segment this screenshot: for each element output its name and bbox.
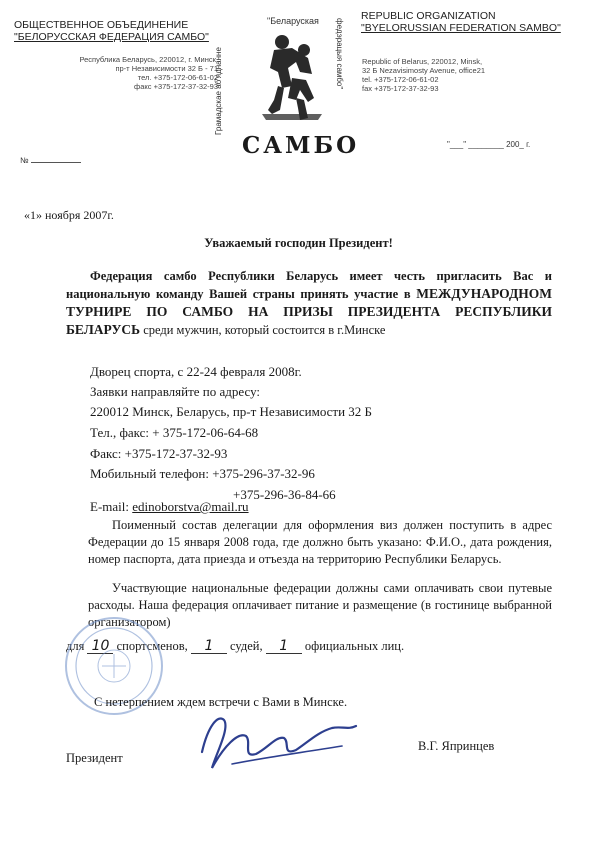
- visa-paragraph: Поименный состав делегации для оформления виз должен поступить в адрес Федерации до 15 января 2008 года, где должно быть указано: Ф.И.О., дата рождения, номер паспорта, дата приезда и отъезда на территорию Республики Беларусь.: [88, 518, 552, 566]
- signer-title: Президент: [66, 751, 123, 765]
- athletes-count: 10: [87, 639, 113, 654]
- org-name-ru-line1: ОБЩЕСТВЕННОЕ ОБЪЕДИНЕНИЕ: [14, 19, 189, 31]
- letter-date: «1» ноября 2007г.: [24, 208, 114, 222]
- emblem-right-vertical: федэрацыя самбо": [335, 18, 344, 90]
- invitation-text: Федерация самбо Республики Беларусь имеет честь пригласить Вас и национальную команду Вашей страны принять участие в: [66, 269, 552, 301]
- officials-count: 1: [266, 639, 302, 654]
- apply-label: Заявки направляйте по адресу:: [90, 384, 261, 399]
- telfax-line: Тел., факс: + 375-172-06-64-68: [90, 425, 259, 440]
- signature-icon: [172, 706, 368, 778]
- mobile2-line: +375-296-36-84-66: [233, 487, 336, 502]
- address-line: Republic of Belarus, 220012, Minsk,: [362, 57, 483, 66]
- salutation: Уважаемый господин Президент!: [204, 236, 393, 250]
- judges-label: судей,: [230, 639, 263, 653]
- invitation-rest: среди мужчин, который состоится в г.Минске: [140, 323, 386, 337]
- wrestlers-emblem-icon: [252, 28, 332, 124]
- org-address-en: [362, 57, 485, 93]
- emblem-left-vertical: Грамадскае аб'яднанне: [214, 47, 223, 135]
- org-name-ru-line2: "БЕЛОРУССКАЯ ФЕДЕРАЦИЯ САМБО": [14, 31, 209, 43]
- closing-line: С нетерпением ждем встречи с Вами в Минске.: [94, 695, 348, 709]
- expenses-paragraph: Участвующие национальные федерации должны сами оплачивать свои путевые расходы. Наша федерация оплачивает питание и размещение (в гостинице выбранной организатором): [88, 581, 552, 629]
- address-line: факс +375-172-37-32-93: [134, 82, 218, 91]
- number-label: №: [20, 156, 29, 165]
- address-line: tel. +375-172-06-61-02: [362, 75, 439, 84]
- event-name: МЕЖДУНАРОДНОМ ТУРНИРЕ ПО САМБО НА ПРИЗЫ ПРЕЗИДЕНТА РЕСПУБЛИКИ БЕЛАРУСЬ: [66, 286, 552, 337]
- athletes-label: спортсменов,: [116, 639, 188, 653]
- address-line: 32 Б Nezavisimosty Avenue, office21: [362, 66, 486, 75]
- org-address-ru: [58, 55, 218, 91]
- address-line: Республика Беларусь, 220012, г. Минск,: [79, 55, 218, 64]
- email-link[interactable]: edinoborstva@mail.ru: [132, 499, 249, 514]
- org-name-en-line1: REPUBLIC ORGANIZATION: [361, 10, 496, 22]
- emblem-title: САМБО: [242, 132, 360, 159]
- officials-label: официальных лиц.: [304, 639, 405, 653]
- email-label: E-mail:: [90, 499, 133, 514]
- venue-line: Дворец спорта, с 22-24 февраля 2008г.: [90, 364, 302, 379]
- emblem-top-text: "Беларуская: [267, 16, 319, 26]
- mobile-line: Мобильный телефон: +375-296-37-32-96: [90, 466, 315, 481]
- date-template: "___" ________ 200_ г.: [447, 140, 531, 149]
- address-line: тел. +375-172-06-61-02: [137, 73, 218, 82]
- org-name-ru: [14, 19, 209, 43]
- invitation-paragraph: [66, 268, 552, 339]
- outgoing-number: [20, 156, 81, 165]
- org-name-en-line2: "BYELORUSSIAN FEDERATION SAMBO": [361, 22, 561, 34]
- address-line: пр-т Независимости 32 Б - 71: [115, 64, 218, 73]
- signer-name: В.Г. Япринцев: [418, 739, 495, 753]
- judges-count: 1: [191, 639, 227, 654]
- fax-line: Факс: +375-172-37-32-93: [90, 446, 228, 461]
- quota-for: для: [66, 639, 85, 653]
- apply-address: 220012 Минск, Беларусь, пр-т Независимости 32 Б: [90, 404, 373, 419]
- org-name-en: [361, 10, 561, 34]
- email-line: [90, 499, 249, 515]
- address-line: fax +375-172-37-32-93: [362, 84, 439, 93]
